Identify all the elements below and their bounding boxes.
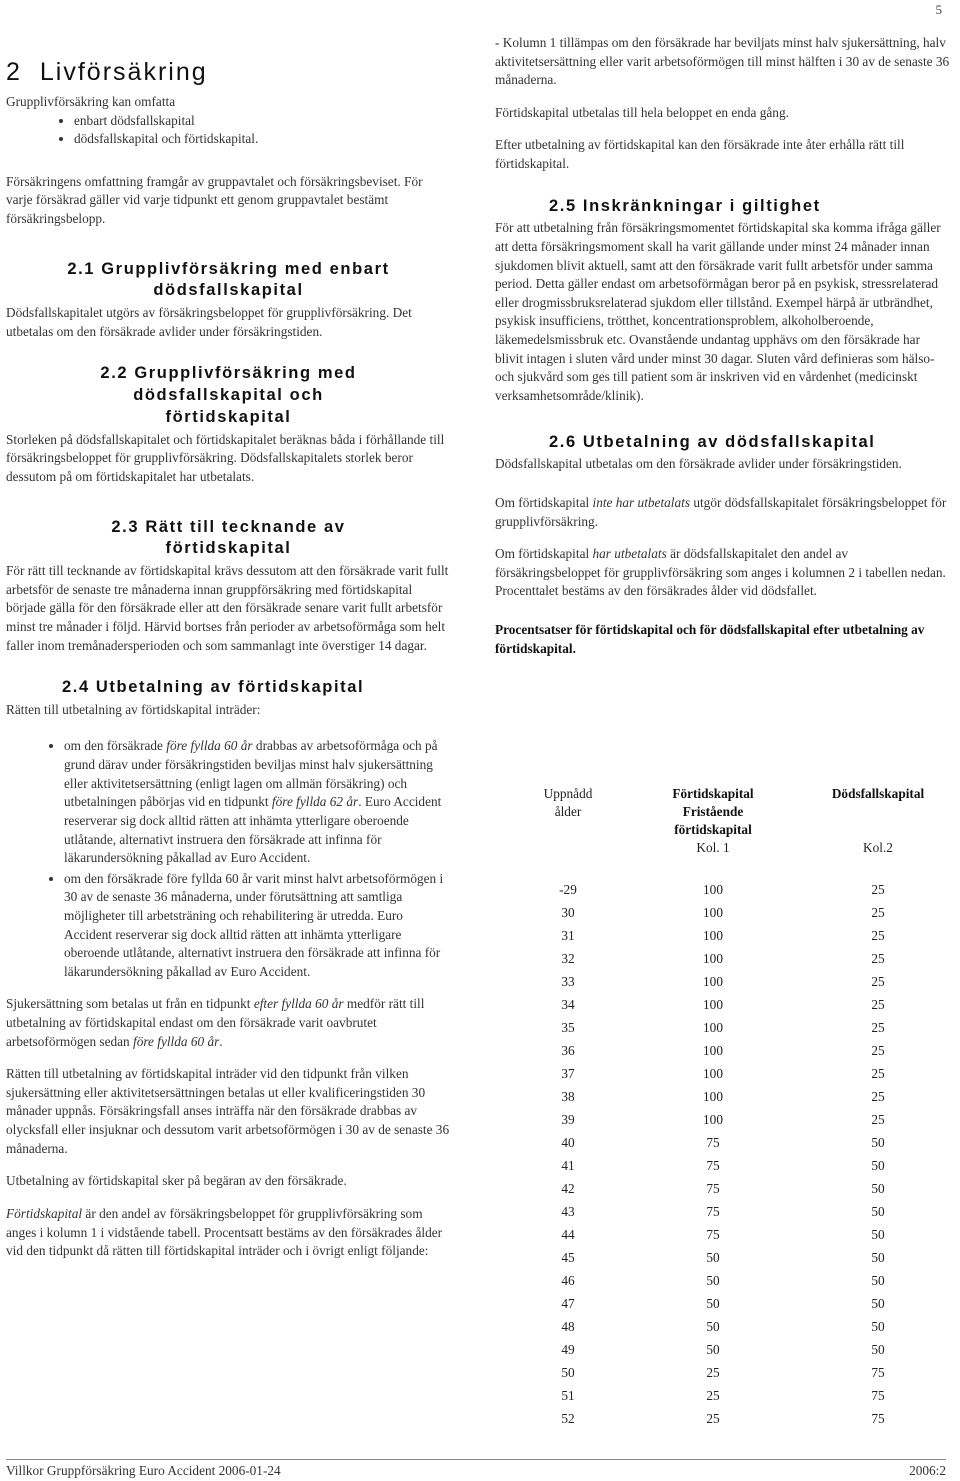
kol-1-cell: 25	[706, 1411, 720, 1427]
after-payout-text: Efter utbetalning av förtidskapital kan den försäkrade inte åter erhålla rätt till förtidskapital.	[495, 137, 905, 172]
list-item: • om den försäkrade före fyllda 60 år drabbas av arbetsoförmåga och på grund därav under försäkringstiden beviljas minst halv sjukersättning eller aktivitetsersättning (enligt lagen om allmän försäkring) och utbetalningen påbörjas vid en tidpunkt före fyllda 62 år. Euro Accident reserverar sig dock alltid rätten att inhämta ytterligare oberoende utlåtande, alternativt instruera den försäkrade att infinna för läkarundersökning påkallad av Euro Accident.	[64, 737, 451, 867]
header-early-capital: Förtidskapital Fristående förtidskapital	[672, 786, 754, 837]
table-row	[508, 925, 958, 948]
kol-1-cell: 50	[706, 1296, 720, 1312]
table-row	[508, 1063, 958, 1086]
heading-line: 2.3 Rätt till tecknande av	[111, 517, 346, 536]
kol-1-cell: 50	[706, 1342, 720, 1358]
age-cell: 43	[561, 1204, 575, 1220]
table-row	[508, 1178, 958, 1201]
table-row	[508, 1086, 958, 1109]
sickness-paragraph: Sjukersättning som betalas ut från en tidpunkt efter fyllda 60 år medför rätt till utbetalning av förtidskapital endast om den försäkrade varit oavbrutet arbetsoförmögen sedan före fyllda 60 år.	[6, 996, 425, 1049]
kol-2-cell: 25	[871, 1112, 885, 1128]
kol-1-cell: 75	[706, 1181, 720, 1197]
section-2-1-text: Dödsfallskapitalet utgörs av försäkringsbeloppet för grupplivförsäkring. Det utbetalas om den försäkrade avlider under försäkringstiden.	[6, 305, 412, 339]
payout-conditions-list	[6, 737, 451, 981]
kol-1-cell: 25	[706, 1365, 720, 1381]
page-number: 5	[935, 2, 942, 17]
request-paragraph: Utbetalning av förtidskapital sker på begäran av den försäkrade.	[6, 1173, 347, 1189]
heading-line: dödsfallskapital och	[133, 386, 324, 405]
kol-2-cell: 25	[871, 928, 885, 944]
footer-document-title: Villkor Gruppförsäkring Euro Accident 2006-01-24	[6, 1463, 281, 1478]
age-cell: 50	[561, 1365, 575, 1381]
not-paid-paragraph: Om förtidskapital inte har utbetalats utgör dödsfallskapitalet försäkringsbeloppet för grupplivförsäkring.	[495, 494, 947, 529]
kol-2-cell: 75	[871, 1388, 885, 1404]
kol-2-cell: 75	[871, 1411, 885, 1427]
kol-2-cell: 25	[871, 882, 885, 898]
header-age: Uppnådd ålder	[543, 786, 593, 819]
age-cell: 39	[561, 1112, 575, 1128]
age-cell: 37	[561, 1066, 575, 1082]
header-kol-2: Kol.2	[863, 839, 893, 855]
table-row	[508, 1247, 958, 1270]
section-2-4-intro: Rätten till utbetalning av förtidskapital inträder:	[6, 701, 261, 717]
age-cell: 51	[561, 1388, 575, 1404]
table-row	[508, 879, 958, 902]
age-cell: 49	[561, 1342, 575, 1358]
age-cell: 33	[561, 974, 575, 990]
section-2-3-heading	[6, 517, 451, 561]
kol-2-cell: 50	[871, 1204, 885, 1220]
table-row	[508, 1270, 958, 1293]
age-cell: 42	[561, 1181, 575, 1197]
age-cell: 38	[561, 1089, 575, 1105]
table-row	[508, 902, 958, 925]
table-row	[508, 1339, 958, 1362]
table-header-row	[508, 765, 958, 839]
kol-2-cell: 25	[871, 1066, 885, 1082]
age-cell: 52	[561, 1411, 575, 1427]
section-2-1-heading	[6, 259, 451, 303]
age-cell: 41	[561, 1158, 575, 1174]
table-row	[508, 1017, 958, 1040]
table-row	[508, 1132, 958, 1155]
section-2-3-text: För rätt till tecknande av förtidskapital krävs dessutom att den försäkrade varit fullt arbetsför de senaste tre månaderna innan gruppförsäkring med förtidskapital började gälla för den försäkrade eller att den försäkrade senare varit fullt arbetsför minst tre månader i följd. Härvid bortses från perioder av arbetsoförmåga som helt faller inom tremånadersperioden och som sammanlagt inte överstiger 14 dagar.	[6, 563, 449, 653]
kol-1-cell: 75	[706, 1158, 720, 1174]
age-cell: 47	[561, 1296, 575, 1312]
kol-2-cell: 25	[871, 1020, 885, 1036]
age-cell: 31	[561, 928, 575, 944]
table-row	[508, 1385, 958, 1408]
kol-1-cell: 50	[706, 1319, 720, 1335]
kol-1-cell: 100	[703, 928, 723, 944]
kol-1-cell: 100	[703, 1020, 723, 1036]
age-cell: 44	[561, 1227, 575, 1243]
percentage-table	[508, 765, 958, 1431]
table-row	[508, 1293, 958, 1316]
kol-2-cell: 50	[871, 1296, 885, 1312]
intro-list	[6, 112, 451, 149]
kol-1-cell: 75	[706, 1135, 720, 1151]
kol-2-cell: 50	[871, 1342, 885, 1358]
kol-2-cell: 25	[871, 997, 885, 1013]
table-row	[508, 994, 958, 1017]
chapter-number: 2	[6, 58, 22, 86]
kol-1-cell: 100	[703, 1089, 723, 1105]
age-cell: 35	[561, 1020, 575, 1036]
right-column	[495, 34, 950, 658]
age-cell: 36	[561, 1043, 575, 1059]
table-row	[508, 1155, 958, 1178]
kol-2-cell: 25	[871, 974, 885, 990]
section-2-2-heading	[6, 363, 451, 428]
scope-paragraph: Försäkringens omfattning framgår av gruppavtalet och försäkringsbeviset. För varje försäkrad gäller vid varje tidpunkt ett genom gruppavtalet bestämt försäkringsbelopp.	[6, 173, 423, 227]
page-footer	[6, 1459, 946, 1479]
kol-2-cell: 50	[871, 1273, 885, 1289]
header-kol-1: Kol. 1	[696, 839, 730, 855]
table-row	[508, 1109, 958, 1132]
kol-1-cell: 100	[703, 1066, 723, 1082]
section-2-6-heading: 2.6 Utbetalning av dödsfallskapital	[549, 432, 876, 451]
section-2-5-text: För att utbetalning från försäkringsmomentet förtidskapital ska komma ifråga gäller att detta försäkringsmoment skall ha varit gällande under minst 24 månader innan sjukdomen blivit aktuell, samt att den försäkrade varit fullt arbetsför under samma period. Detta gäller endast om arbetsoförmågan beror på en psykisk, stressrelaterad eller drogmissbruksrelaterad sjukdom eller tillstånd. Exempel härpå är utbrändhet, psykisk insufficiens, trötthet, koncentrationsproblem, alkoholberoende, läkemedelsmissbruk etc. Ovanstående undantag upphävs om den försäkrade har blivit intagen i sluten vård under minst 30 dagar. Sluten vård definieras som hälso- och sjukvård som ges till patient som är inskriven vid en vårdenhet (medicinskt verksamhetsområde/klinik).	[495, 220, 941, 403]
kol-2-cell: 50	[871, 1181, 885, 1197]
section-2-4-heading: 2.4 Utbetalning av förtidskapital	[62, 678, 365, 697]
heading-line: förtidskapital	[165, 539, 292, 558]
kol-1-cell: 100	[703, 974, 723, 990]
kol-2-cell: 50	[871, 1135, 885, 1151]
footer-version: 2006:2	[909, 1463, 946, 1478]
list-item: • om den försäkrade före fyllda 60 år varit minst halvt arbetsoförmögen i 30 av de senaste 36 månaderna, under förutsättning att samtliga möjligheter till arbetsträning och rehabilitering är utredda. Euro Accident reserverar sig dock alltid rätten att inhämta ytterligare oberoende utlåtande, alternativt instruera den försäkrade att infinna för läkarundersökning påkallad av Euro Accident.	[64, 870, 451, 982]
table-body	[508, 879, 958, 1431]
kol-2-cell: 75	[871, 1365, 885, 1381]
kol-1-cell: 100	[703, 951, 723, 967]
kol-2-cell: 50	[871, 1319, 885, 1335]
kol-1-cell: 100	[703, 882, 723, 898]
kol-2-cell: 25	[871, 905, 885, 921]
chapter-heading	[6, 58, 451, 87]
right-to-payout-paragraph: Rätten till utbetalning av förtidskapital inträder vid den tidpunkt från vilken sjukersättning eller aktivitetsersättningen betalas ut eller kvalificeringstiden 30 månader uppnås. Försäkringsfall anses inträffa när den försäkrade drabbas av olycksfall eller insjuknar och dessutom varit arbetsoförmögen i 30 av de senaste 36 månaderna.	[6, 1066, 450, 1156]
kol-1-cell: 100	[703, 1043, 723, 1059]
heading-line: 2.2 Grupplivförsäkring med	[100, 364, 357, 383]
kol-2-cell: 25	[871, 1089, 885, 1105]
kol-1-cell: 100	[703, 905, 723, 921]
table-caption: Procentsatser för förtidskapital och för dödsfallskapital efter utbetalning av förtidskapital.	[495, 621, 925, 656]
column-1-rule: - Kolumn 1 tillämpas om den försäkrade har beviljats minst halv sjukersättning, halv aktivitetsersättning eller varit arbetsoförmögen till minst hälften i 30 av de senaste 36 månaderna.	[495, 35, 950, 88]
kol-1-cell: 50	[706, 1250, 720, 1266]
table-row	[508, 1362, 958, 1385]
left-column	[6, 30, 451, 1275]
age-cell: 32	[561, 951, 575, 967]
heading-line: 2.1 Grupplivförsäkring med enbart	[67, 259, 390, 278]
table-row	[508, 1040, 958, 1063]
definition-paragraph: Förtidskapital är den andel av försäkringsbeloppet för grupplivförsäkring som anges i kolumn 1 i vidstående tabell. Procentsatt bestäms av den försäkrades ålder vid den tidpunkt då rätten till förtidskapital inträder och i övrigt enligt följande:	[6, 1205, 443, 1259]
age-cell: -29	[559, 882, 577, 898]
table-row	[508, 971, 958, 994]
kol-2-cell: 50	[871, 1250, 885, 1266]
kol-2-cell: 25	[871, 951, 885, 967]
age-cell: 40	[561, 1135, 575, 1151]
table-row	[508, 1408, 958, 1431]
kol-2-cell: 50	[871, 1227, 885, 1243]
table-row	[508, 948, 958, 971]
age-cell: 30	[561, 905, 575, 921]
heading-line: dödsfallskapital	[153, 281, 304, 300]
kol-2-cell: 25	[871, 1043, 885, 1059]
kol-1-cell: 100	[703, 997, 723, 1013]
table-row	[508, 1201, 958, 1224]
chapter-title: Livförsäkring	[39, 58, 208, 86]
age-cell: 46	[561, 1273, 575, 1289]
section-2-5-heading: 2.5 Inskränkningar i giltighet	[549, 196, 821, 215]
table-row	[508, 1316, 958, 1339]
kol-1-cell: 25	[706, 1388, 720, 1404]
age-cell: 48	[561, 1319, 575, 1335]
single-payout-text: Förtidskapital utbetalas till hela beloppet en enda gång.	[495, 104, 789, 120]
intro-text: Grupplivförsäkring kan omfatta	[6, 94, 176, 109]
kol-1-cell: 50	[706, 1273, 720, 1289]
kol-1-cell: 75	[706, 1227, 720, 1243]
age-cell: 45	[561, 1250, 575, 1266]
heading-line: förtidskapital	[165, 407, 292, 426]
kol-1-cell: 100	[703, 1112, 723, 1128]
age-cell: 34	[561, 997, 575, 1013]
section-2-2-text: Storleken på dödsfallskapitalet och förtidskapitalet beräknas båda i förhållande till försäkringsbeloppet för grupplivförsäkring. Dödsfallskapitalets storlek beror dessutom på om förtidskapitalet har utbetalats.	[6, 431, 445, 484]
table-column-number-row	[508, 839, 958, 879]
table-row	[508, 1224, 958, 1247]
list-item: • enbart dödsfallskapital	[74, 112, 451, 131]
section-2-6-text: Dödsfallskapital utbetalas om den försäkrade avlider under försäkringstiden.	[495, 456, 902, 472]
kol-2-cell: 50	[871, 1158, 885, 1174]
header-death-capital: Dödsfallskapital	[831, 786, 925, 801]
paid-paragraph: Om förtidskapital har utbetalats är dödsfallskapitalet den andel av försäkringsbeloppet för grupplivförsäkring som anges i kolumnen 2 i tabellen nedan. Procenttalet bestäms av den försäkrades ålder vid dödsfallet.	[495, 546, 946, 599]
list-item: • dödsfallskapital och förtidskapital.	[74, 130, 451, 149]
kol-1-cell: 75	[706, 1204, 720, 1220]
